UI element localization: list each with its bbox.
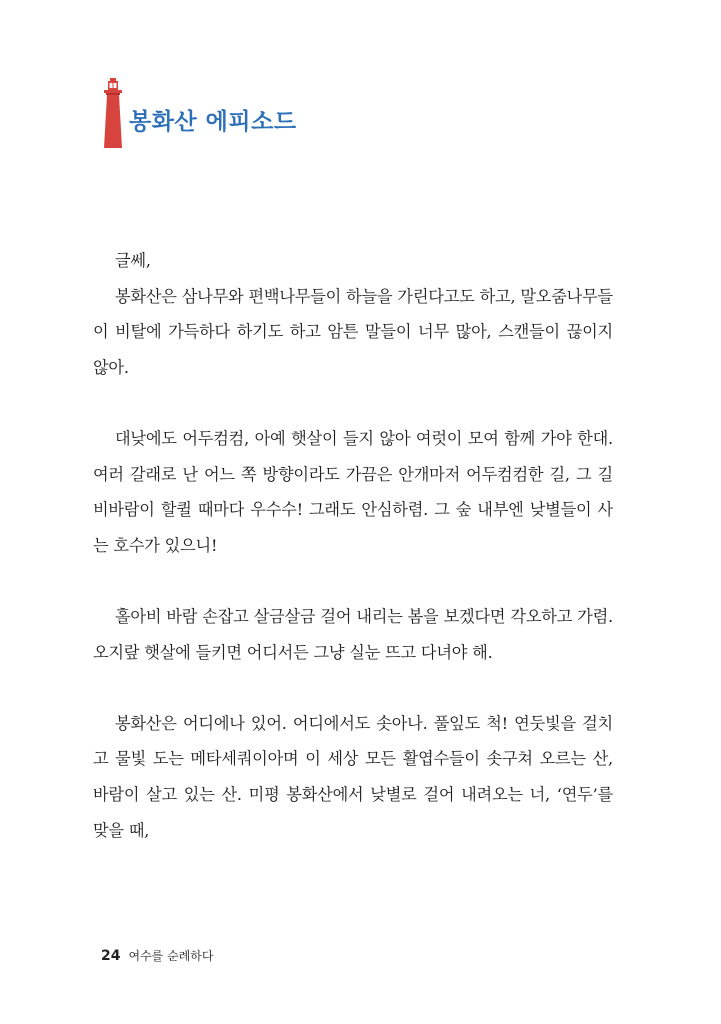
paragraph: 홀아비 바람 손잡고 살금살금 걸어 내리는 봄을 보겠다면 각오하고 가렴. 오지랖 햇살에 들키면 어디서든 그냥 실눈 뜨고 다녀야 해. xyxy=(93,606,613,662)
paragraph: 대낮에도 어두컴컴, 아예 햇살이 들지 않아 여럿이 모여 함께 가야 한대. 여러 갈래로 난 어느 쪽 방향이라도 가끔은 안개마저 어두컴컴한 길, 그 길 비바람이 할퀼 때마다 우수수! 그래도 안심하렴. 그 숲 내부엔 낮별들이 사는 호수가 있으니! xyxy=(93,428,613,555)
page-number: 24 xyxy=(101,948,121,964)
lighthouse-icon xyxy=(101,78,125,148)
paragraph: 봉화산은 어디에나 있어. 어디에서도 솟아나. 풀잎도 척! 연둣빛을 걸치고 물빛 도는 메타세쿼이아며 이 세상 모든 활엽수들이 솟구쳐 오르는 산, 바람이 살고 있는 산. 미평 봉화산에서 낮별로 걸어 내려오는 너, ‘연두’를 맞을 때, xyxy=(93,713,613,840)
chapter-header xyxy=(101,78,297,148)
page-footer xyxy=(101,947,213,964)
paragraph: 봉화산은 삼나무와 편백나무들이 하늘을 가린다고도 하고, 말오줌나무들이 비탈에 가득하다 하기도 하고 암튼 말들이 너무 많아, 스캔들이 끊이지 않아. xyxy=(93,286,613,377)
paragraph: 글쎄, xyxy=(115,251,151,270)
book-title: 여수를 순례하다 xyxy=(128,949,214,963)
chapter-title: 봉화산 에피소드 xyxy=(129,109,297,135)
body-text xyxy=(93,243,613,884)
